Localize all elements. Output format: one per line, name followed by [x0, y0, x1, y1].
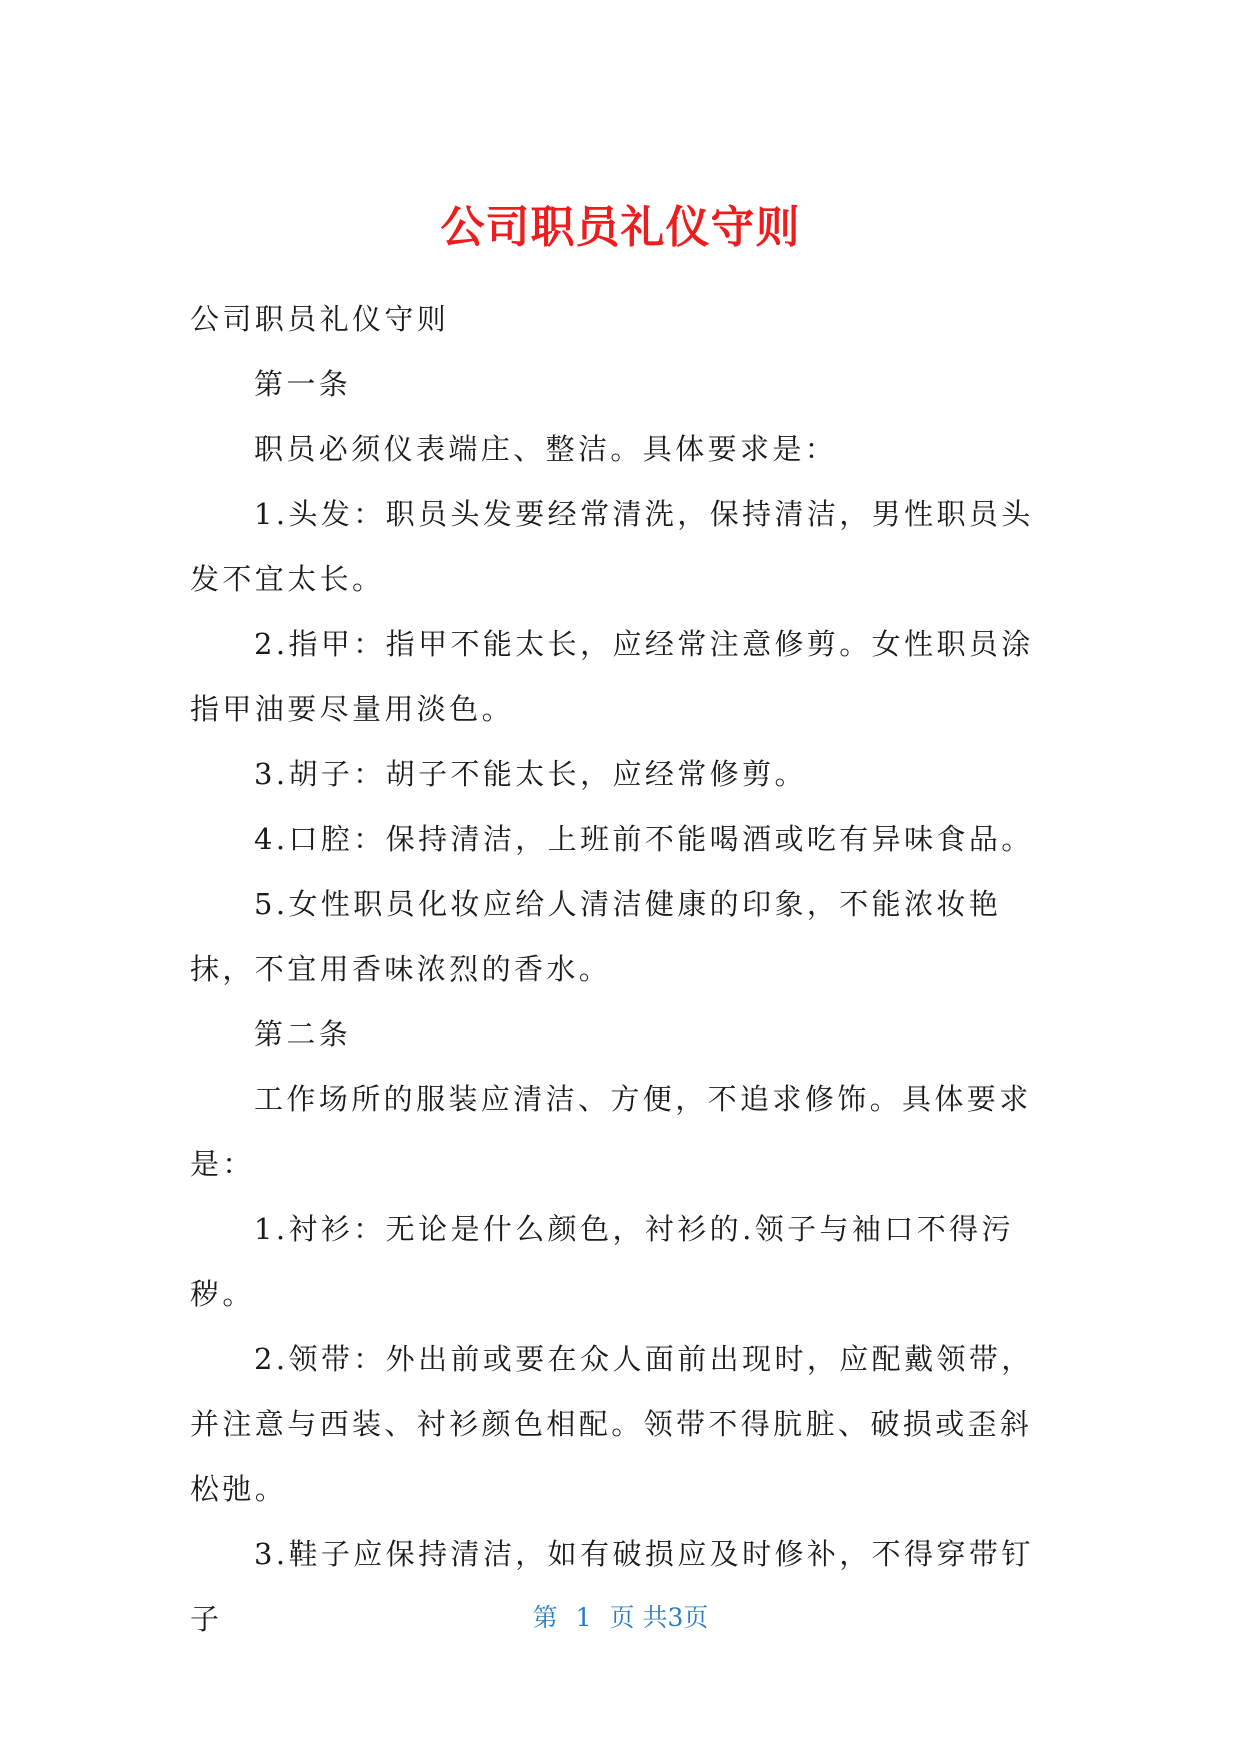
paragraph-heading: 公司职员礼仪守则	[190, 302, 450, 336]
paragraph-mouth: 4.口腔：保持清洁，上班前不能喝酒或吃有异味食品。	[254, 822, 1034, 856]
footer-current-page: 1	[575, 1603, 592, 1632]
paragraph-beard: 3.胡子：胡子不能太长，应经常修剪。	[254, 757, 807, 791]
paragraph-makeup: 5.女性职员化妆应给人清洁健康的印象，不能浓妆艳抹，不宜用香味浓烈的香水。	[190, 887, 1002, 986]
paragraph-appearance-intro: 职员必须仪表端庄、整洁。具体要求是：	[254, 432, 838, 466]
paragraph-article-one: 第一条	[254, 367, 352, 401]
paragraph-article-two: 第二条	[254, 1017, 352, 1051]
paragraph-shoes: 3.鞋子应保持清洁，如有破损应及时修补，不得穿带钉子	[190, 1537, 1034, 1636]
footer-total-pages: 3页	[667, 1603, 709, 1632]
page-footer	[0, 1598, 1241, 1638]
paragraph-shirt: 1.衬衫：无论是什么颜色，衬衫的.领子与袖口不得污秽。	[190, 1212, 1014, 1311]
document-body	[190, 287, 1040, 1652]
footer-prefix: 第	[532, 1603, 558, 1632]
footer-middle: 页 共	[609, 1603, 668, 1632]
paragraph-nails: 2.指甲：指甲不能太长，应经常注意修剪。女性职员涂指甲油要尽量用淡色。	[190, 627, 1034, 726]
paragraph-clothing-intro: 工作场所的服装应清洁、方便，不追求修饰。具体要求是：	[190, 1082, 1032, 1181]
paragraph-tie: 2.领带：外出前或要在众人面前出现时，应配戴领带，并注意与西装、衬衫颜色相配。领带不得肮脏、破损或歪斜松弛。	[190, 1342, 1034, 1506]
document-title: 公司职员礼仪守则	[440, 202, 801, 253]
paragraph-hair: 1.头发：职员头发要经常清洗，保持清洁，男性职员头发不宜太长。	[190, 497, 1034, 596]
